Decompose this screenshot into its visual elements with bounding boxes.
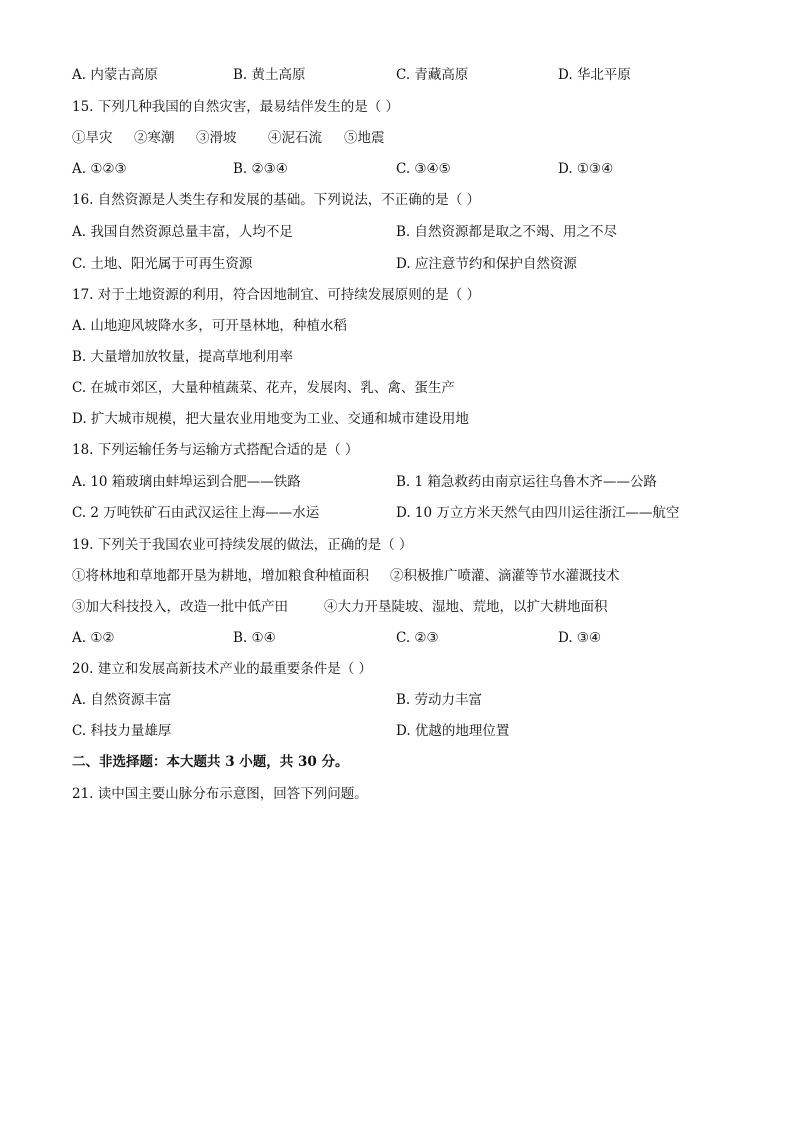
q20-option-b: B. 劳动力丰富 xyxy=(396,692,483,708)
q20-option-a: A. 自然资源丰富 xyxy=(72,692,172,708)
q19-item-2: ②积极推广喷灌、滴灌等节水灌溉技术 xyxy=(390,568,620,584)
q18-option-d: D. 10 万立方米天然气由四川运往浙江——航空 xyxy=(396,505,680,521)
q16-stem: 16. 自然资源是人类生存和发展的基础。下列说法，不正确的是（ ） xyxy=(72,192,481,208)
q16-option-d: D. 应注意节约和保护自然资源 xyxy=(396,256,577,272)
q19-option-c: C. ②③ xyxy=(396,630,439,646)
q20-option-c: C. 科技力量雄厚 xyxy=(72,723,172,739)
q14-option-b: B. 黄土高原 xyxy=(233,67,306,83)
q15-item-3: ③滑坡 xyxy=(196,130,237,146)
section-2-heading: 二、非选择题：本大题共 3 小题，共 30 分。 xyxy=(72,754,349,770)
q19-option-d: D. ③④ xyxy=(558,630,602,646)
q17-option-c: C. 在城市郊区，大量种植蔬菜、花卉，发展肉、乳、禽、蛋生产 xyxy=(72,380,455,396)
q19-option-a: A. ①② xyxy=(72,630,115,646)
q18-option-b: B. 1 箱急救药由南京运往乌鲁木齐——公路 xyxy=(396,474,657,490)
q15-option-b: B. ②③④ xyxy=(233,161,288,177)
q15-item-5: ⑤地震 xyxy=(344,130,385,146)
q17-option-d: D. 扩大城市规模，把大量农业用地变为工业、交通和城市建设用地 xyxy=(72,411,469,427)
q15-stem: 15. 下列几种我国的自然灾害，最易结伴发生的是（ ） xyxy=(72,99,400,115)
q15-option-c: C. ③④⑤ xyxy=(396,161,451,177)
q20-stem: 20. 建立和发展高新技术产业的最重要条件是（ ） xyxy=(72,661,373,677)
q19-item-4: ④大力开垦陡坡、湿地、荒地，以扩大耕地面积 xyxy=(324,599,608,615)
q19-item-3: ③加大科技投入，改造一批中低产田 xyxy=(72,599,288,615)
q15-option-d: D. ①③④ xyxy=(558,161,614,177)
q14-option-c: C. 青藏高原 xyxy=(396,67,469,83)
q18-option-a: A. 10 箱玻璃由蚌埠运到合肥——铁路 xyxy=(72,474,301,490)
q17-option-a: A. 山地迎风坡降水多，可开垦林地，种植水稻 xyxy=(72,318,347,334)
q18-option-c: C. 2 万吨铁矿石由武汉运往上海——水运 xyxy=(72,505,320,521)
q17-stem: 17. 对于土地资源的利用，符合因地制宜、可持续发展原则的是（ ） xyxy=(72,287,481,303)
q19-option-b: B. ①④ xyxy=(233,630,276,646)
q14-option-d: D. 华北平原 xyxy=(558,67,631,83)
q20-option-d: D. 优越的地理位置 xyxy=(396,723,510,739)
q15-item-2: ②寒潮 xyxy=(134,130,175,146)
q16-option-b: B. 自然资源都是取之不竭、用之不尽 xyxy=(396,224,618,240)
q15-item-4: ④泥石流 xyxy=(268,130,322,146)
q15-option-a: A. ①②③ xyxy=(72,161,127,177)
q16-option-c: C. 土地、阳光属于可再生资源 xyxy=(72,256,253,272)
q19-item-1: ①将林地和草地都开垦为耕地，增加粮食种植面积 xyxy=(72,568,369,584)
q14-option-a: A. 内蒙古高原 xyxy=(72,67,158,83)
q17-option-b: B. 大量增加放牧量，提高草地利用率 xyxy=(72,349,294,365)
q18-stem: 18. 下列运输任务与运输方式搭配合适的是（ ） xyxy=(72,442,359,458)
q19-stem: 19. 下列关于我国农业可持续发展的做法，正确的是（ ） xyxy=(72,537,413,553)
q16-option-a: A. 我国自然资源总量丰富，人均不足 xyxy=(72,224,293,240)
q15-item-1: ①旱灾 xyxy=(72,130,113,146)
q21-stem: 21. 读中国主要山脉分布示意图，回答下列问题。 xyxy=(72,786,368,802)
